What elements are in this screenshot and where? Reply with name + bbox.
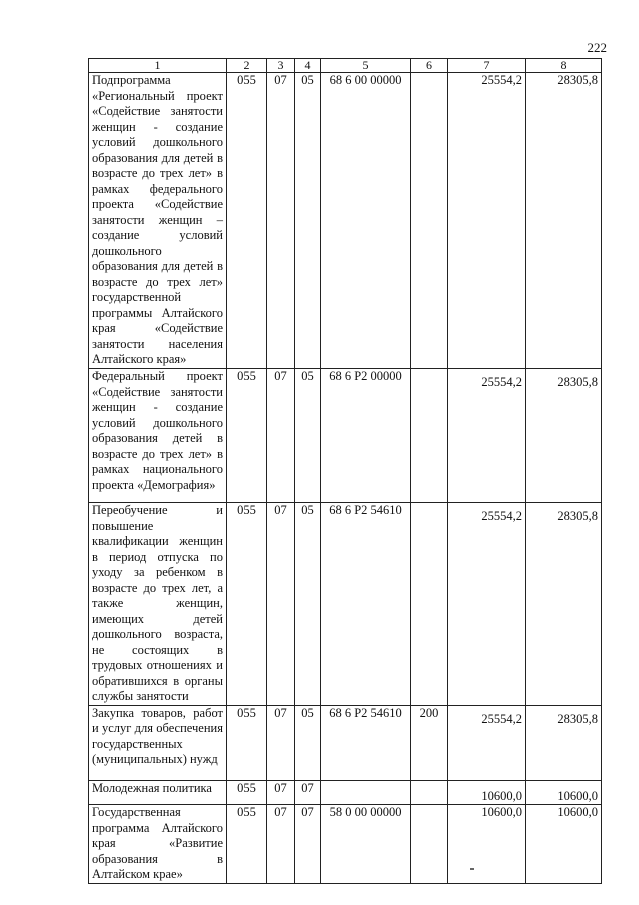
column-header: 4 — [295, 59, 321, 73]
cell-csr: 68 6 00 00000 — [321, 73, 411, 369]
row-name: Федеральный проект «Содействие занятости женщин - создание условий дошкольного образования детей в возрасте до трех лет» в рамках национального проекта «Демография» — [89, 369, 227, 503]
cell-pr: 07 — [295, 780, 321, 805]
cell-rz: 07 — [267, 805, 295, 884]
cell-ved: 055 — [227, 73, 267, 369]
row-name: Государственная программа Алтайского края «Развитие образования в Алтайском крае» — [89, 805, 227, 884]
cell-sum-2: 28305,8 — [526, 73, 602, 369]
cell-vr — [411, 780, 448, 805]
table-row — [89, 805, 602, 884]
row-name: Подпрограмма «Региональный проект «Содействие занятости женщин - создание условий дошкольного образования для детей в возрасте до трех лет» в рамках федерального проекта «Содействие занятости женщин – создание условий дошкольного образования для детей в возрасте до трех лет» государственной программы Алтайского края «Содействие занятости населения Алтайского края» — [89, 73, 227, 369]
row-name: Закупка товаров, работ и услуг для обеспечения государственных (муниципальных) нужд — [89, 705, 227, 780]
cell-rz: 07 — [267, 780, 295, 805]
row-name: Переобучение и повышение квалификации женщин в период отпуска по уходу за ребенком в возрасте до трех лет, а также женщин, имеющих детей дошкольного возраста, не состоящих в трудовых отношениях и обратившихся в органы службы занятости — [89, 503, 227, 706]
cell-rz: 07 — [267, 705, 295, 780]
row-name: Молодежная политика — [89, 780, 227, 805]
cell-sum-1: 25554,2 — [448, 73, 526, 369]
page-number: 222 — [587, 40, 607, 55]
cell-sum-1: 10600,0 — [448, 780, 526, 805]
column-header: 5 — [321, 59, 411, 73]
cell-pr: 05 — [295, 705, 321, 780]
column-header: 2 — [227, 59, 267, 73]
scan-speck — [470, 868, 474, 870]
table-row — [89, 705, 602, 780]
cell-pr: 05 — [295, 73, 321, 369]
table-row — [89, 369, 602, 503]
cell-csr: 58 0 00 00000 — [321, 805, 411, 884]
budget-table — [88, 58, 602, 884]
cell-pr: 07 — [295, 805, 321, 884]
cell-vr — [411, 73, 448, 369]
cell-rz: 07 — [267, 73, 295, 369]
table-row — [89, 780, 602, 805]
cell-sum-1: 25554,2 — [448, 705, 526, 780]
cell-sum-1: 10600,0 — [448, 805, 526, 884]
table-row — [89, 73, 602, 369]
cell-csr: 68 6 P2 54610 — [321, 503, 411, 706]
header-row — [89, 59, 602, 73]
cell-csr — [321, 780, 411, 805]
cell-vr — [411, 369, 448, 503]
cell-ved: 055 — [227, 805, 267, 884]
cell-sum-2: 10600,0 — [526, 780, 602, 805]
cell-vr — [411, 805, 448, 884]
cell-sum-1: 25554,2 — [448, 369, 526, 503]
column-header: 7 — [448, 59, 526, 73]
cell-csr: 68 6 P2 00000 — [321, 369, 411, 503]
column-header: 6 — [411, 59, 448, 73]
cell-sum-2: 10600,0 — [526, 805, 602, 884]
cell-pr: 05 — [295, 503, 321, 706]
cell-csr: 68 6 P2 54610 — [321, 705, 411, 780]
cell-ved: 055 — [227, 369, 267, 503]
cell-ved: 055 — [227, 780, 267, 805]
cell-pr: 05 — [295, 369, 321, 503]
cell-vr — [411, 503, 448, 706]
cell-sum-2: 28305,8 — [526, 705, 602, 780]
cell-vr: 200 — [411, 705, 448, 780]
cell-ved: 055 — [227, 705, 267, 780]
cell-rz: 07 — [267, 369, 295, 503]
column-header: 1 — [89, 59, 227, 73]
cell-sum-2: 28305,8 — [526, 503, 602, 706]
cell-ved: 055 — [227, 503, 267, 706]
column-header: 3 — [267, 59, 295, 73]
cell-sum-1: 25554,2 — [448, 503, 526, 706]
cell-rz: 07 — [267, 503, 295, 706]
cell-sum-2: 28305,8 — [526, 369, 602, 503]
table-row — [89, 503, 602, 706]
column-header: 8 — [526, 59, 602, 73]
